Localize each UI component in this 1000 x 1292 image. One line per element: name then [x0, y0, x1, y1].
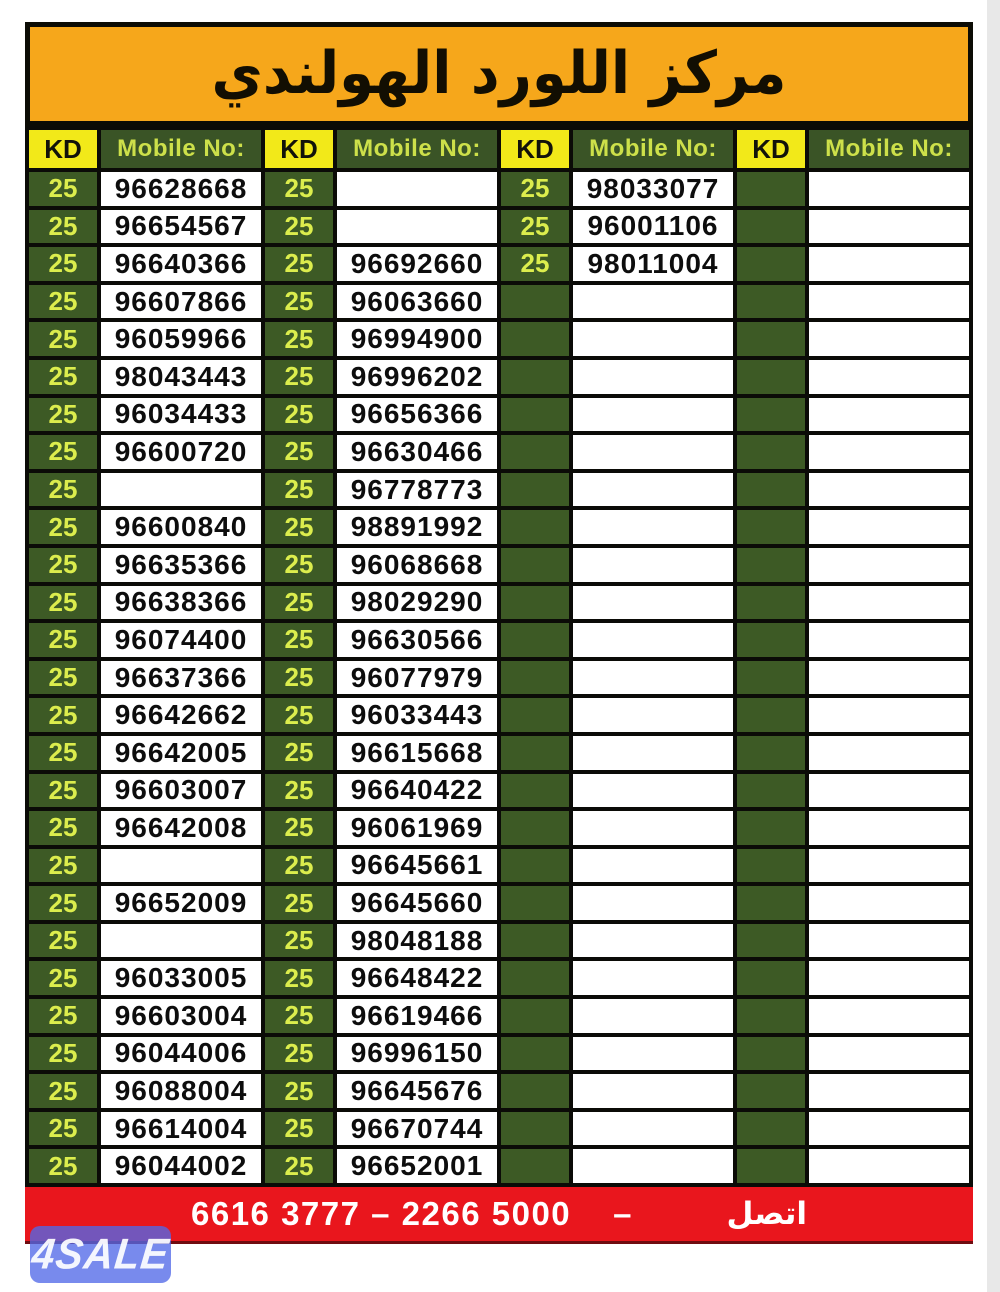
mobile-number-cell: 96619466	[337, 999, 497, 1033]
mobile-number-cell	[573, 1149, 733, 1183]
mobile-number-cell	[809, 999, 969, 1033]
mobile-number-cell	[809, 886, 969, 920]
mobile-number-cell	[573, 924, 733, 958]
flyer	[25, 22, 973, 1244]
kd-price-cell: 25	[265, 698, 333, 732]
mobile-number-cell: 96996202	[337, 360, 497, 394]
kd-price-cell: 25	[29, 473, 97, 507]
kd-price-cell: 25	[265, 661, 333, 695]
kd-price-cell: 25	[265, 774, 333, 808]
kd-price-cell	[737, 398, 805, 432]
mobile-number-cell: 96642008	[101, 811, 261, 845]
kd-price-cell: 25	[29, 210, 97, 244]
mobile-number-cell: 96033005	[101, 961, 261, 995]
kd-price-cell: 25	[265, 1074, 333, 1108]
mobile-number-cell: 96648422	[337, 961, 497, 995]
kd-price-cell: 25	[29, 548, 97, 582]
kd-price-cell: 25	[265, 510, 333, 544]
mobile-number-cell	[809, 811, 969, 845]
kd-price-cell	[501, 774, 569, 808]
kd-price-cell	[737, 210, 805, 244]
mobile-number-cell: 96645676	[337, 1074, 497, 1108]
contact-phone-numbers: 6616 3777 – 2266 5000	[190, 1195, 572, 1233]
mobile-number-cell: 96656366	[337, 398, 497, 432]
kd-price-cell	[737, 1074, 805, 1108]
mobile-number-cell	[809, 924, 969, 958]
kd-price-cell	[501, 999, 569, 1033]
photo-scan-edge	[987, 0, 1000, 1292]
kd-price-cell	[501, 1149, 569, 1183]
kd-price-cell: 25	[265, 1112, 333, 1146]
kd-price-cell: 25	[29, 849, 97, 883]
phones-table	[25, 126, 973, 1187]
kd-column-header: KD	[29, 130, 97, 168]
kd-price-cell	[737, 849, 805, 883]
kd-price-cell: 25	[265, 924, 333, 958]
mobile-number-cell: 96642005	[101, 736, 261, 770]
kd-price-cell: 25	[265, 398, 333, 432]
kd-price-cell	[737, 886, 805, 920]
mobile-number-cell: 96068668	[337, 548, 497, 582]
kd-price-cell: 25	[265, 1149, 333, 1183]
mobile-number-cell: 96652009	[101, 886, 261, 920]
kd-price-cell: 25	[29, 623, 97, 657]
mobile-number-cell	[809, 698, 969, 732]
mobile-number-cell: 96077979	[337, 661, 497, 695]
kd-price-cell	[737, 285, 805, 319]
mobile-number-cell: 96615668	[337, 736, 497, 770]
kd-price-cell: 25	[29, 961, 97, 995]
mobile-number-cell	[809, 586, 969, 620]
mobile-number-cell	[809, 736, 969, 770]
kd-price-cell: 25	[29, 586, 97, 620]
mobile-column-header: Mobile No:	[337, 130, 497, 168]
kd-column-header: KD	[737, 130, 805, 168]
kd-price-cell: 25	[501, 172, 569, 206]
mobile-number-cell: 96996150	[337, 1037, 497, 1071]
mobile-number-cell	[573, 623, 733, 657]
mobile-number-cell: 96994900	[337, 322, 497, 356]
kd-price-cell: 25	[29, 172, 97, 206]
mobile-number-cell: 96640366	[101, 247, 261, 281]
kd-price-cell	[501, 548, 569, 582]
kd-price-cell	[501, 1037, 569, 1071]
mobile-number-cell	[809, 172, 969, 206]
kd-price-cell: 25	[265, 172, 333, 206]
mobile-column-header: Mobile No:	[573, 130, 733, 168]
mobile-number-cell	[573, 473, 733, 507]
mobile-number-cell: 98029290	[337, 586, 497, 620]
kd-price-cell: 25	[29, 661, 97, 695]
kd-price-cell: 25	[501, 247, 569, 281]
mobile-number-cell	[809, 1112, 969, 1146]
kd-price-cell: 25	[29, 1037, 97, 1071]
mobile-number-cell: 96635366	[101, 548, 261, 582]
kd-price-cell: 25	[501, 210, 569, 244]
mobile-number-cell	[809, 661, 969, 695]
kd-price-cell: 25	[29, 398, 97, 432]
kd-price-cell: 25	[265, 210, 333, 244]
mobile-number-cell: 98048188	[337, 924, 497, 958]
kd-price-cell: 25	[265, 322, 333, 356]
mobile-number-cell	[809, 774, 969, 808]
mobile-number-cell	[809, 360, 969, 394]
kd-price-cell: 25	[265, 886, 333, 920]
kd-price-cell	[737, 736, 805, 770]
mobile-number-cell	[101, 849, 261, 883]
kd-price-cell: 25	[29, 360, 97, 394]
kd-price-cell: 25	[265, 360, 333, 394]
mobile-number-cell: 96692660	[337, 247, 497, 281]
mobile-number-cell	[809, 849, 969, 883]
kd-price-cell: 25	[265, 623, 333, 657]
kd-price-cell	[737, 435, 805, 469]
mobile-number-cell: 96061969	[337, 811, 497, 845]
kd-price-cell	[737, 1149, 805, 1183]
mobile-number-cell: 96044002	[101, 1149, 261, 1183]
mobile-number-cell: 96033443	[337, 698, 497, 732]
kd-price-cell: 25	[29, 510, 97, 544]
mobile-number-cell: 96600840	[101, 510, 261, 544]
kd-price-cell	[501, 698, 569, 732]
kd-price-cell: 25	[265, 961, 333, 995]
kd-price-cell	[737, 774, 805, 808]
kd-price-cell	[737, 698, 805, 732]
mobile-number-cell	[809, 1074, 969, 1108]
mobile-number-cell: 98011004	[573, 247, 733, 281]
kd-price-cell	[501, 811, 569, 845]
mobile-number-cell	[809, 398, 969, 432]
mobile-number-cell: 96630466	[337, 435, 497, 469]
kd-column-header: KD	[501, 130, 569, 168]
kd-price-cell	[501, 849, 569, 883]
mobile-number-cell: 96652001	[337, 1149, 497, 1183]
mobile-number-cell	[573, 1074, 733, 1108]
kd-price-cell	[501, 924, 569, 958]
kd-price-cell	[737, 322, 805, 356]
mobile-number-cell: 96642662	[101, 698, 261, 732]
contact-separator-dash: –	[613, 1195, 632, 1233]
4sale-watermark-logo	[30, 1226, 171, 1283]
kd-price-cell	[501, 661, 569, 695]
mobile-number-cell: 98033077	[573, 172, 733, 206]
kd-price-cell	[501, 736, 569, 770]
mobile-number-cell	[573, 661, 733, 695]
kd-price-cell	[737, 961, 805, 995]
kd-price-cell: 25	[29, 886, 97, 920]
mobile-number-cell: 96603004	[101, 999, 261, 1033]
mobile-column-header: Mobile No:	[809, 130, 969, 168]
mobile-number-cell	[809, 510, 969, 544]
mobile-number-cell	[809, 210, 969, 244]
kd-price-cell: 25	[265, 1037, 333, 1071]
mobile-number-cell: 96645660	[337, 886, 497, 920]
mobile-number-cell: 96670744	[337, 1112, 497, 1146]
mobile-number-cell	[337, 210, 497, 244]
kd-price-cell	[501, 285, 569, 319]
mobile-number-cell: 98043443	[101, 360, 261, 394]
kd-price-cell: 25	[29, 811, 97, 845]
mobile-number-cell	[809, 1037, 969, 1071]
mobile-number-cell	[809, 473, 969, 507]
mobile-number-cell: 96034433	[101, 398, 261, 432]
mobile-number-cell	[101, 924, 261, 958]
kd-price-cell: 25	[265, 473, 333, 507]
mobile-number-cell	[573, 398, 733, 432]
mobile-number-cell: 96638366	[101, 586, 261, 620]
kd-price-cell: 25	[29, 736, 97, 770]
mobile-number-cell: 96074400	[101, 623, 261, 657]
mobile-number-cell	[573, 322, 733, 356]
mobile-number-cell	[573, 435, 733, 469]
kd-price-cell	[737, 811, 805, 845]
mobile-number-cell	[573, 510, 733, 544]
kd-price-cell	[501, 398, 569, 432]
mobile-number-cell: 96044006	[101, 1037, 261, 1071]
mobile-number-cell	[573, 698, 733, 732]
kd-price-cell: 25	[29, 999, 97, 1033]
kd-price-cell: 25	[265, 811, 333, 845]
mobile-number-cell: 96645661	[337, 849, 497, 883]
kd-price-cell: 25	[265, 849, 333, 883]
kd-price-cell	[737, 1112, 805, 1146]
mobile-number-cell	[573, 886, 733, 920]
kd-price-cell	[737, 247, 805, 281]
kd-price-cell	[501, 623, 569, 657]
mobile-number-cell: 96600720	[101, 435, 261, 469]
kd-price-cell	[501, 586, 569, 620]
kd-price-cell: 25	[29, 247, 97, 281]
mobile-column-header: Mobile No:	[101, 130, 261, 168]
kd-price-cell	[737, 473, 805, 507]
mobile-number-cell	[573, 586, 733, 620]
mobile-number-cell: 96603007	[101, 774, 261, 808]
mobile-number-cell	[337, 172, 497, 206]
mobile-number-cell	[573, 360, 733, 394]
page-title: مركز اللورد الهولندي	[211, 39, 787, 108]
kd-price-cell	[501, 1074, 569, 1108]
mobile-number-cell	[809, 435, 969, 469]
mobile-number-cell: 96001106	[573, 210, 733, 244]
kd-price-cell	[737, 623, 805, 657]
mobile-number-cell: 96637366	[101, 661, 261, 695]
kd-price-cell	[501, 322, 569, 356]
mobile-number-cell: 96607866	[101, 285, 261, 319]
kd-price-cell	[501, 886, 569, 920]
kd-price-cell: 25	[29, 322, 97, 356]
mobile-number-cell	[573, 961, 733, 995]
kd-price-cell	[737, 924, 805, 958]
kd-price-cell: 25	[29, 774, 97, 808]
mobile-number-cell: 96630566	[337, 623, 497, 657]
kd-price-cell	[501, 510, 569, 544]
mobile-number-cell	[573, 548, 733, 582]
mobile-number-cell	[573, 1037, 733, 1071]
kd-price-cell: 25	[29, 285, 97, 319]
mobile-number-cell	[809, 1149, 969, 1183]
kd-price-cell: 25	[29, 698, 97, 732]
mobile-number-cell: 96628668	[101, 172, 261, 206]
mobile-number-cell: 98891992	[337, 510, 497, 544]
kd-price-cell	[737, 1037, 805, 1071]
mobile-number-cell	[573, 774, 733, 808]
kd-price-cell: 25	[29, 1149, 97, 1183]
kd-price-cell: 25	[265, 736, 333, 770]
mobile-number-cell: 96654567	[101, 210, 261, 244]
title-banner	[25, 22, 973, 126]
call-label-arabic: اتصل	[726, 1196, 808, 1233]
kd-column-header: KD	[265, 130, 333, 168]
kd-price-cell	[737, 661, 805, 695]
kd-price-cell	[501, 435, 569, 469]
kd-price-cell: 25	[29, 1074, 97, 1108]
kd-price-cell: 25	[265, 247, 333, 281]
mobile-number-cell	[573, 1112, 733, 1146]
mobile-number-cell: 96059966	[101, 322, 261, 356]
mobile-number-cell	[809, 623, 969, 657]
kd-price-cell	[737, 586, 805, 620]
kd-price-cell: 25	[29, 1112, 97, 1146]
mobile-number-cell	[809, 322, 969, 356]
mobile-number-cell	[573, 849, 733, 883]
kd-price-cell	[737, 510, 805, 544]
mobile-number-cell	[809, 285, 969, 319]
kd-price-cell	[737, 548, 805, 582]
mobile-number-cell: 96088004	[101, 1074, 261, 1108]
kd-price-cell: 25	[265, 285, 333, 319]
kd-price-cell: 25	[265, 586, 333, 620]
mobile-number-cell	[573, 811, 733, 845]
kd-price-cell	[501, 961, 569, 995]
kd-price-cell	[737, 360, 805, 394]
mobile-number-cell	[809, 961, 969, 995]
kd-price-cell	[501, 1112, 569, 1146]
mobile-number-cell	[573, 736, 733, 770]
mobile-number-cell	[573, 285, 733, 319]
mobile-number-cell: 96640422	[337, 774, 497, 808]
4sale-logo-text: 4SALE	[29, 1229, 172, 1279]
mobile-number-cell	[101, 473, 261, 507]
mobile-number-cell	[573, 999, 733, 1033]
kd-price-cell: 25	[265, 435, 333, 469]
kd-price-cell: 25	[265, 999, 333, 1033]
mobile-number-cell: 96778773	[337, 473, 497, 507]
kd-price-cell: 25	[29, 435, 97, 469]
kd-price-cell	[737, 999, 805, 1033]
mobile-number-cell	[809, 247, 969, 281]
mobile-number-cell	[809, 548, 969, 582]
kd-price-cell: 25	[265, 548, 333, 582]
mobile-number-cell: 96063660	[337, 285, 497, 319]
kd-price-cell	[501, 360, 569, 394]
mobile-number-cell: 96614004	[101, 1112, 261, 1146]
kd-price-cell	[737, 172, 805, 206]
kd-price-cell	[501, 473, 569, 507]
kd-price-cell: 25	[29, 924, 97, 958]
